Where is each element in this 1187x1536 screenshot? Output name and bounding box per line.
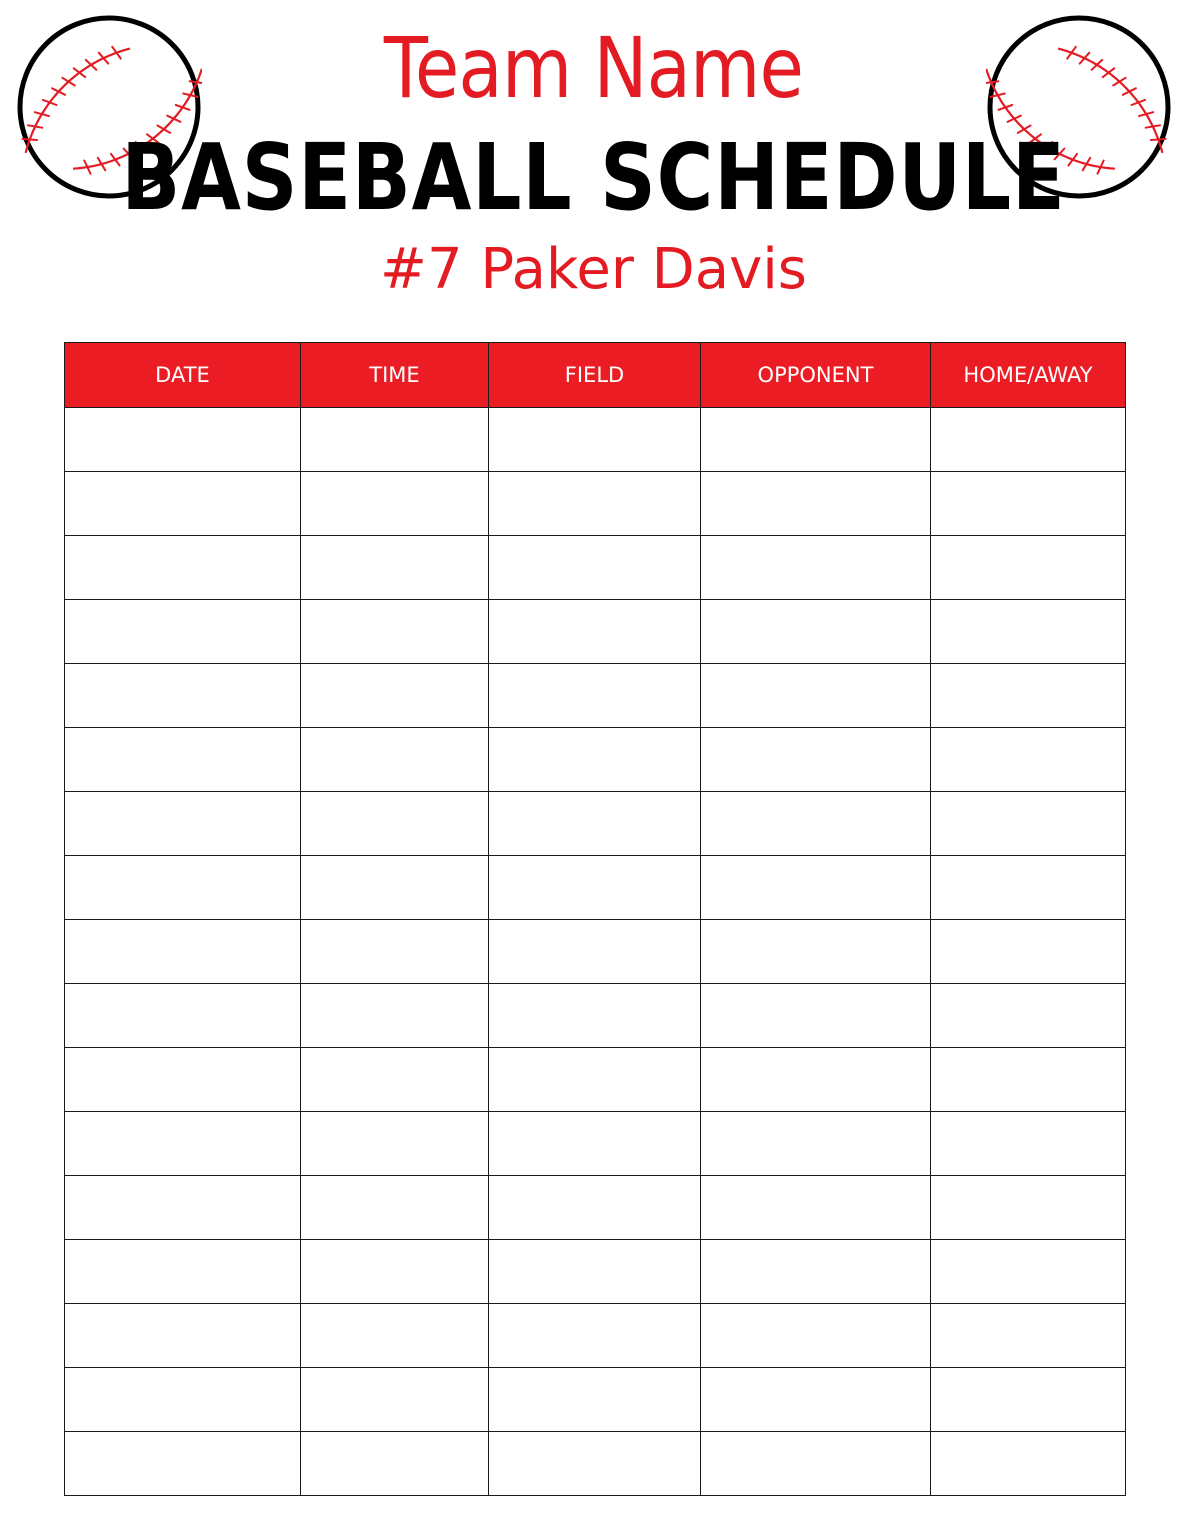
team-name: Team Name — [383, 19, 804, 117]
cell-time[interactable] — [301, 1240, 489, 1304]
cell-date[interactable] — [65, 920, 301, 984]
cell-time[interactable] — [301, 600, 489, 664]
cell-date[interactable] — [65, 1112, 301, 1176]
cell-field[interactable] — [489, 1112, 701, 1176]
table-row — [65, 856, 1126, 920]
cell-field[interactable] — [489, 920, 701, 984]
cell-home-away[interactable] — [931, 1368, 1126, 1432]
cell-opponent[interactable] — [701, 1048, 931, 1112]
column-header-field: FIELD — [489, 343, 701, 408]
cell-opponent[interactable] — [701, 1240, 931, 1304]
cell-time[interactable] — [301, 1432, 489, 1496]
cell-opponent[interactable] — [701, 536, 931, 600]
page-title: BASEBALL SCHEDULE — [121, 124, 1066, 231]
table-row — [65, 1432, 1126, 1496]
cell-date[interactable] — [65, 1176, 301, 1240]
column-header-home-away: HOME/AWAY — [931, 343, 1126, 408]
cell-date[interactable] — [65, 600, 301, 664]
table-row — [65, 600, 1126, 664]
cell-date[interactable] — [65, 1304, 301, 1368]
column-header-date: DATE — [65, 343, 301, 408]
cell-opponent[interactable] — [701, 1112, 931, 1176]
cell-opponent[interactable] — [701, 1304, 931, 1368]
table-row — [65, 472, 1126, 536]
table-row — [65, 728, 1126, 792]
table-row — [65, 1368, 1126, 1432]
cell-date[interactable] — [65, 1048, 301, 1112]
cell-field[interactable] — [489, 1368, 701, 1432]
column-header-opponent: OPPONENT — [701, 343, 931, 408]
table-row — [65, 1176, 1126, 1240]
cell-home-away[interactable] — [931, 1048, 1126, 1112]
cell-opponent[interactable] — [701, 856, 931, 920]
cell-field[interactable] — [489, 408, 701, 472]
cell-opponent[interactable] — [701, 792, 931, 856]
cell-time[interactable] — [301, 1112, 489, 1176]
player-name: #7 Paker Davis — [380, 237, 807, 302]
cell-date[interactable] — [65, 1432, 301, 1496]
cell-time[interactable] — [301, 1048, 489, 1112]
cell-opponent[interactable] — [701, 1368, 931, 1432]
cell-date[interactable] — [65, 1240, 301, 1304]
cell-time[interactable] — [301, 664, 489, 728]
cell-home-away[interactable] — [931, 856, 1126, 920]
cell-time[interactable] — [301, 1368, 489, 1432]
cell-field[interactable] — [489, 1304, 701, 1368]
table-row — [65, 1048, 1126, 1112]
cell-opponent[interactable] — [701, 1432, 931, 1496]
header-row — [65, 343, 1126, 408]
schedule-table — [64, 342, 1126, 1496]
cell-home-away[interactable] — [931, 1432, 1126, 1496]
cell-opponent[interactable] — [701, 984, 931, 1048]
cell-home-away[interactable] — [931, 408, 1126, 472]
cell-home-away[interactable] — [931, 792, 1126, 856]
cell-opponent[interactable] — [701, 600, 931, 664]
table-row — [65, 792, 1126, 856]
cell-field[interactable] — [489, 792, 701, 856]
cell-time[interactable] — [301, 984, 489, 1048]
cell-home-away[interactable] — [931, 1176, 1126, 1240]
table-row — [65, 1112, 1126, 1176]
table-row — [65, 1240, 1126, 1304]
cell-date[interactable] — [65, 472, 301, 536]
cell-time[interactable] — [301, 536, 489, 600]
cell-opponent[interactable] — [701, 728, 931, 792]
table-row — [65, 984, 1126, 1048]
cell-field[interactable] — [489, 600, 701, 664]
cell-date[interactable] — [65, 728, 301, 792]
table-row — [65, 408, 1126, 472]
cell-date[interactable] — [65, 856, 301, 920]
cell-date[interactable] — [65, 408, 301, 472]
cell-field[interactable] — [489, 728, 701, 792]
cell-time[interactable] — [301, 920, 489, 984]
cell-opponent[interactable] — [701, 664, 931, 728]
cell-home-away[interactable] — [931, 600, 1126, 664]
cell-home-away[interactable] — [931, 472, 1126, 536]
cell-field[interactable] — [489, 856, 701, 920]
cell-opponent[interactable] — [701, 920, 931, 984]
cell-field[interactable] — [489, 536, 701, 600]
cell-time[interactable] — [301, 792, 489, 856]
cell-date[interactable] — [65, 664, 301, 728]
cell-home-away[interactable] — [931, 1112, 1126, 1176]
cell-field[interactable] — [489, 664, 701, 728]
cell-home-away[interactable] — [931, 728, 1126, 792]
cell-home-away[interactable] — [931, 1240, 1126, 1304]
cell-home-away[interactable] — [931, 536, 1126, 600]
cell-field[interactable] — [489, 984, 701, 1048]
cell-home-away[interactable] — [931, 1304, 1126, 1368]
cell-field[interactable] — [489, 472, 701, 536]
cell-date[interactable] — [65, 984, 301, 1048]
table-row — [65, 920, 1126, 984]
cell-opponent[interactable] — [701, 408, 931, 472]
cell-field[interactable] — [489, 1048, 701, 1112]
cell-opponent[interactable] — [701, 472, 931, 536]
cell-field[interactable] — [489, 1240, 701, 1304]
cell-time[interactable] — [301, 728, 489, 792]
cell-time[interactable] — [301, 1304, 489, 1368]
cell-field[interactable] — [489, 1432, 701, 1496]
table-row — [65, 664, 1126, 728]
cell-home-away[interactable] — [931, 664, 1126, 728]
cell-date[interactable] — [65, 792, 301, 856]
schedule-body — [65, 408, 1126, 1496]
cell-time[interactable] — [301, 856, 489, 920]
cell-home-away[interactable] — [931, 984, 1126, 1048]
cell-time[interactable] — [301, 408, 489, 472]
cell-time[interactable] — [301, 1176, 489, 1240]
cell-opponent[interactable] — [701, 1176, 931, 1240]
cell-date[interactable] — [65, 536, 301, 600]
cell-field[interactable] — [489, 1176, 701, 1240]
table-row — [65, 536, 1126, 600]
table-row — [65, 1304, 1126, 1368]
cell-date[interactable] — [65, 1368, 301, 1432]
cell-time[interactable] — [301, 472, 489, 536]
column-header-time: TIME — [301, 343, 489, 408]
cell-home-away[interactable] — [931, 920, 1126, 984]
